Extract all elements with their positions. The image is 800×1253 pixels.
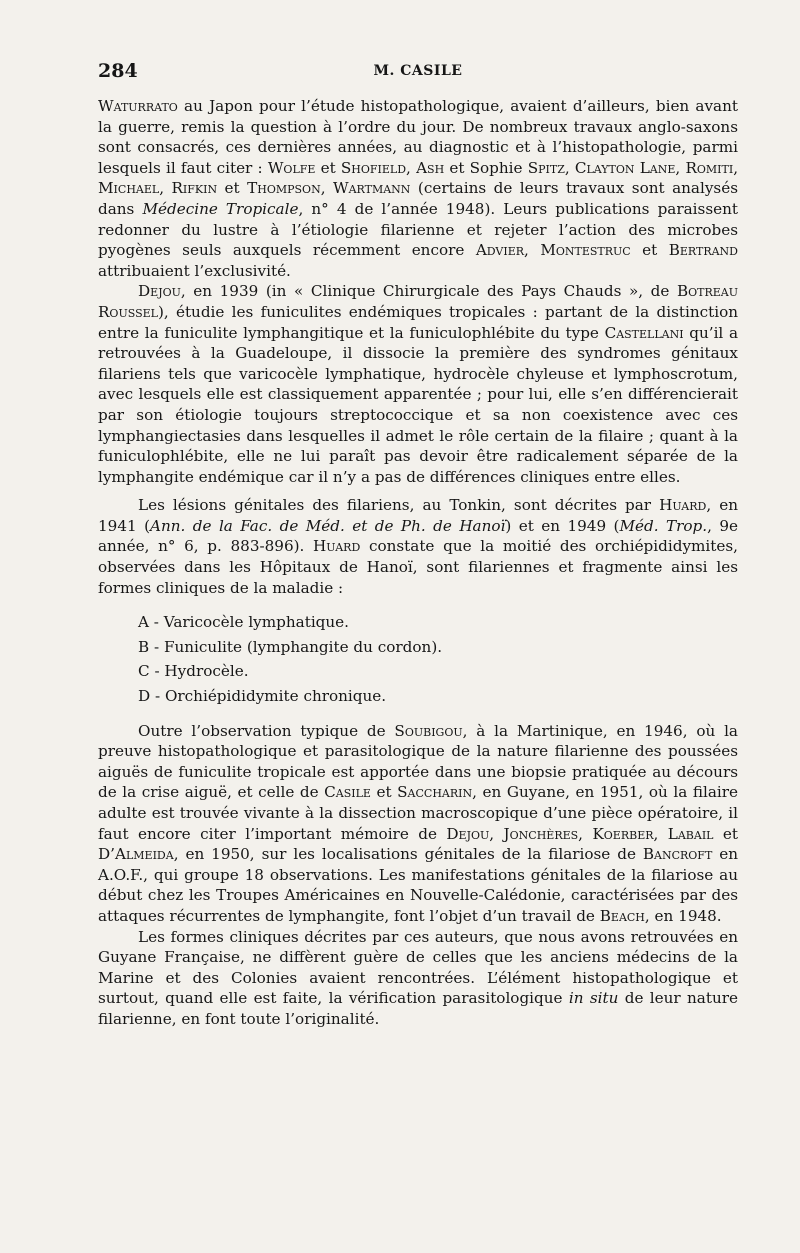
text-run: et	[217, 179, 248, 198]
author-name: Huard	[313, 537, 361, 556]
page-header	[98, 60, 738, 86]
text-run: et	[370, 783, 398, 802]
text-run: en A.O.F., qui groupe 18 observations. Les manifestations génitales de la filariose au début chez les Troupes Américaines en Nouvelle-Calédonie, caractérisées par des attaques récurrentes de lymphangite, font l’objet d’un travail de	[98, 845, 738, 925]
text-run: ,	[489, 824, 504, 843]
author-name: Wartmann	[333, 179, 411, 198]
list-item: B - Funiculite (lymphangite du cordon).	[138, 637, 443, 656]
journal-title: Médecine Tropicale	[142, 199, 299, 218]
text-run: attribuaient l’exclusivité.	[98, 261, 291, 280]
text-run: Les lésions génitales des filariens, au Tonkin, sont décrites par	[138, 496, 660, 515]
author-name: Michael	[98, 179, 160, 198]
author-name: Beach	[599, 906, 645, 925]
text-run: , en 1950, sur les localisations génitales de la filariose de	[173, 845, 643, 864]
author-name: Rifkin	[171, 179, 218, 198]
author-name: Koerber	[592, 824, 654, 843]
author-name: Waturrato	[98, 97, 178, 115]
text-run: ,	[733, 158, 739, 177]
author-name: Montestruc	[540, 241, 631, 260]
text-run: , en 1941 (	[98, 496, 738, 535]
running-title: M. CASILE	[373, 63, 463, 79]
list-item: C - Hydrocèle.	[138, 662, 249, 681]
clinical-forms-list	[98, 610, 738, 708]
text-run: et D’	[98, 824, 739, 864]
paragraph-gap	[98, 598, 738, 610]
author-name: Romiti	[685, 158, 734, 177]
author-name: Labail	[667, 824, 714, 843]
author-name: Bancroft	[642, 845, 713, 864]
author-name: Thompson	[247, 179, 321, 198]
text-run: au Japon pour l’étude histopathologique, avaient d’ailleurs, bien avant la guerre, remis la question à l’ordre du jour. De nombreux travaux anglo-saxons sont consacrés, ces dernières années, au diagnostic et à l’histopathologie, parmi lesquels il faut citer :	[98, 97, 738, 177]
text-run: et	[630, 241, 669, 260]
author-name: Almeida	[115, 845, 174, 864]
list-item: D - Orchiépididymite chronique.	[138, 687, 387, 706]
text-run: ,	[653, 824, 668, 843]
text-run: , en 1948.	[644, 906, 722, 925]
author-name: Huard	[659, 496, 707, 515]
journal-title: Ann. de la Fac. de Méd. et de Ph. de Hanoï	[150, 516, 506, 535]
author-name: Botreau Roussel	[98, 282, 738, 321]
paragraph-5	[98, 927, 738, 1030]
author-name: Saccharin	[397, 783, 473, 802]
text-run: ,	[578, 824, 593, 843]
author-name: Soubigou	[394, 721, 463, 740]
paragraph-2	[98, 281, 738, 487]
paragraph-gap	[98, 487, 738, 495]
text-run: et	[315, 158, 341, 177]
text-run: Les formes cliniques décrites par ces auteurs, que nous avons retrouvées en Guyane Française, ne diffèrent guère de celles que les anciens médecins de la Marine et des Colonies avaient rencontrées. L’élément histopathologique et surtout, quand elle est faite, la vérification parasitologique	[98, 927, 738, 1008]
author-name: Jonchères	[503, 824, 579, 843]
page-number: 284	[98, 60, 138, 82]
text-run: ) et en 1949 (	[505, 516, 620, 535]
author-name: Advier	[475, 241, 525, 260]
text-run: ,	[564, 158, 575, 177]
paragraph-3	[98, 495, 738, 598]
paragraph-gap	[98, 709, 738, 721]
text-run: ,	[675, 158, 686, 177]
author-name: Bertrand	[668, 241, 739, 260]
text-run: Outre l’observation typique de	[138, 721, 395, 740]
author-name: Castellani	[604, 323, 684, 342]
author-name: Casile	[324, 783, 371, 802]
page-body	[98, 96, 738, 1030]
text-run: qu’il a retrouvées à la Guadeloupe, il dissocie la première des syndromes génitaux filariens tels que varicocèle lymphatique, hydrocèle chyleuse et lymphoscrotum, avec lesquels elle est classiquement apparentée ; pour lui, elle s’en différencierait par son étiologie toujours streptococcique et sa non coexistence avec ces lymphangiectasies dans lesquelles il admet le rôle certain de la filaire ; quant à la funiculophlébite, elle ne lui paraît pas devoir être radicalement séparée de la lymphangite endémique car il n’y a pas de différences cliniques entre elles.	[98, 323, 738, 486]
paragraph-1	[98, 96, 738, 281]
author-name: Clayton Lane	[574, 158, 676, 177]
author-name: Dejou	[138, 282, 181, 301]
journal-title: Méd. Trop.	[619, 516, 708, 535]
author-name: Dejou	[446, 824, 490, 843]
author-name: Spitz	[527, 158, 565, 177]
author-name: Wolfe	[267, 158, 316, 177]
text-run: ,	[320, 179, 333, 198]
latin-term: in situ	[568, 989, 619, 1008]
text-run: de leur nature filarienne, en font toute l’originalité.	[98, 989, 738, 1028]
text-run: ,	[524, 241, 541, 260]
text-run: ), étudie les funiculites endémiques tropicales : partant de la distinction entre la funiculite lymphangitique et la funiculophlébite du type	[98, 302, 738, 342]
text-run: ,	[159, 179, 172, 198]
author-name: Ash	[416, 158, 445, 177]
text-run: et Sophie	[444, 158, 528, 177]
text-run: constate que la moitié des orchiépididymites, observées dans les Hôpitaux de Hanoï, sont filariennes et fragmente ainsi les formes cliniques de la maladie :	[98, 537, 738, 597]
text-run: (certains de leurs travaux sont analysés dans	[98, 179, 738, 218]
paragraph-4	[98, 721, 738, 927]
author-name: Shofield	[340, 158, 407, 177]
text-run: , à la Martinique, en 1946, où la preuve histopathologique et parasitologique de la nature filarienne des poussées aiguës de funiculite tropicale est apportée dans une biopsie pratiquée au décours de la crise aiguë, et celle de	[98, 721, 738, 802]
text-run: , 9e année, n° 6, p. 883-896).	[98, 516, 739, 556]
text-run: , en Guyane, en 1951, où la filaire adulte est trouvée vivante à la dissection macroscopique d’une pièce opératoire, il faut encore citer l’important mémoire de	[98, 783, 738, 843]
list-item: A - Varicocèle lymphatique.	[138, 613, 349, 632]
text-run: , en 1939 (in « Clinique Chirurgicale des Pays Chauds », de	[180, 282, 677, 301]
text-run: , n° 4 de l’année 1948). Leurs publications paraissent redonner du lustre à l’étiologie filarienne et rejeter l’action des microbes pyogènes seuls auxquels récemment encore	[98, 199, 738, 260]
text-run: ,	[406, 158, 417, 177]
